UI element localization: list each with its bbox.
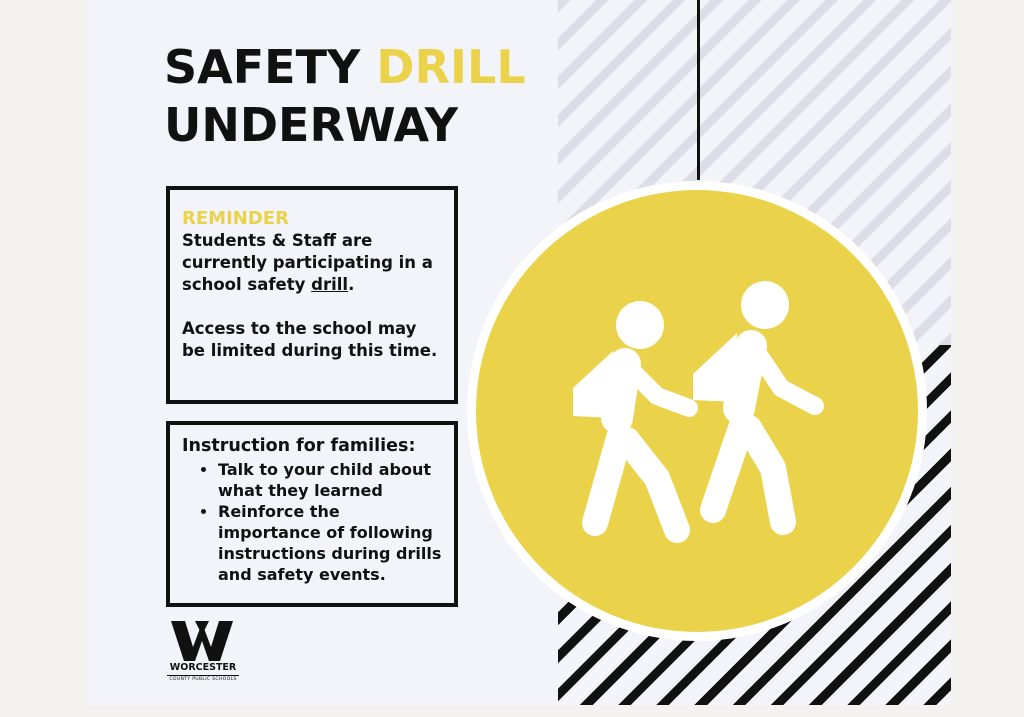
students-walking-icon [569,278,831,550]
instructions-list [182,459,446,585]
reminder-message [182,230,444,296]
hanging-line [697,0,700,180]
w-logo-icon [171,621,233,661]
title-word-safety: SAFETY [164,40,377,94]
reminder-box [166,186,458,404]
instructions-heading: Instruction for families: [182,436,416,456]
logo-name: WORCESTER [169,662,237,673]
reminder-text-period: . [348,275,355,294]
title-word-underway: UNDERWAY [164,98,459,152]
list-item: • Reinforce the importance of following instructions during drills and safety events. [218,501,446,585]
drill-flyer [88,0,951,705]
page-title [164,38,526,154]
school-logo [167,621,239,691]
title-word-drill: DRILL [376,40,526,94]
list-item: • Talk to your child about what they learned [218,459,446,501]
instructions-box [166,421,458,607]
logo-subtitle: COUNTY PUBLIC SCHOOLS [169,677,237,682]
reminder-text-drill: drill [311,275,349,294]
logo-divider [167,675,239,676]
reminder-heading: REMINDER [182,208,289,229]
access-notice: Access to the school may be limited during this time. [182,319,438,360]
paragraph-gap [182,296,444,318]
reminder-text-start: Students & Staff are currently participating in a school safety [182,231,433,294]
